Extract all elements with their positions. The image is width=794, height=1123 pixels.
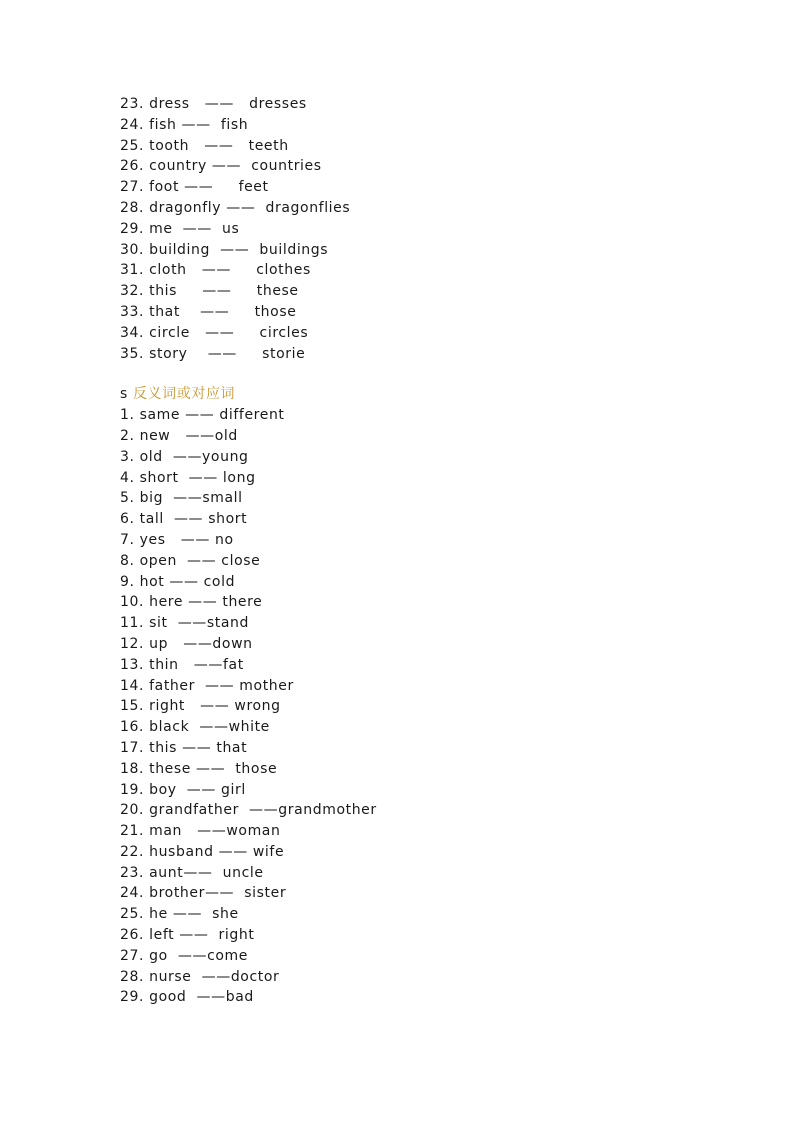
list-item: 30. building —— buildings bbox=[120, 241, 329, 258]
plurals-list bbox=[120, 94, 720, 364]
list-item: 7. yes —— no bbox=[120, 531, 234, 548]
list-item: 25. tooth —— teeth bbox=[120, 137, 289, 154]
list-item: 3. old ——young bbox=[120, 448, 249, 465]
list-item: 21. man ——woman bbox=[120, 823, 281, 840]
antonyms-list bbox=[120, 405, 720, 1008]
list-item: 10. here —— there bbox=[120, 594, 263, 611]
list-item: 22. husband —— wife bbox=[120, 843, 285, 860]
section-gap bbox=[120, 364, 720, 384]
list-item: 1. same —— different bbox=[120, 407, 285, 424]
list-item: 13. thin ——fat bbox=[120, 656, 244, 673]
list-item: 27. foot —— feet bbox=[120, 179, 269, 196]
list-item: 16. black ——white bbox=[120, 719, 270, 736]
list-item: 6. tall —— short bbox=[120, 511, 248, 528]
document-page bbox=[120, 94, 720, 1008]
list-item: 34. circle —— circles bbox=[120, 324, 309, 341]
heading-title: 反义词或对应词 bbox=[132, 386, 236, 403]
list-item: 2. new ——old bbox=[120, 427, 238, 444]
list-item: 27. go ——come bbox=[120, 947, 248, 964]
list-item: 24. fish —— fish bbox=[120, 116, 249, 133]
list-item: 35. story —— storie bbox=[120, 345, 306, 362]
list-item: 19. boy —— girl bbox=[120, 781, 246, 798]
list-item: 23. dress —— dresses bbox=[120, 96, 307, 112]
list-item: 11. sit ——stand bbox=[120, 615, 250, 632]
list-item: 24. brother—— sister bbox=[120, 885, 287, 902]
list-item: 12. up ——down bbox=[120, 635, 253, 652]
list-item: 15. right —— wrong bbox=[120, 698, 281, 715]
list-item: 8. open —— close bbox=[120, 552, 261, 569]
list-item: 29. me —— us bbox=[120, 220, 240, 237]
list-item: 5. big ——small bbox=[120, 490, 243, 507]
list-item: 9. hot —— cold bbox=[120, 573, 236, 590]
list-item: 31. cloth —— clothes bbox=[120, 262, 311, 279]
list-item: 28. dragonfly —— dragonflies bbox=[120, 199, 351, 216]
list-item: 23. aunt—— uncle bbox=[120, 864, 264, 881]
list-item: 33. that —— those bbox=[120, 303, 297, 320]
list-item: 14. father —— mother bbox=[120, 677, 294, 694]
section-heading bbox=[120, 384, 720, 405]
list-item: 17. this —— that bbox=[120, 739, 248, 756]
list-item: 25. he —— she bbox=[120, 906, 239, 923]
list-item: 28. nurse ——doctor bbox=[120, 968, 280, 985]
list-item: 20. grandfather ——grandmother bbox=[120, 802, 377, 819]
list-item: 4. short —— long bbox=[120, 469, 256, 486]
list-item: 18. these —— those bbox=[120, 760, 278, 777]
list-item: 26. country —— countries bbox=[120, 158, 322, 175]
list-item: 29. good ——bad bbox=[120, 989, 254, 1006]
heading-prefix: s bbox=[120, 386, 133, 403]
list-item: 26. left —— right bbox=[120, 927, 255, 944]
list-item: 32. this —— these bbox=[120, 283, 299, 300]
